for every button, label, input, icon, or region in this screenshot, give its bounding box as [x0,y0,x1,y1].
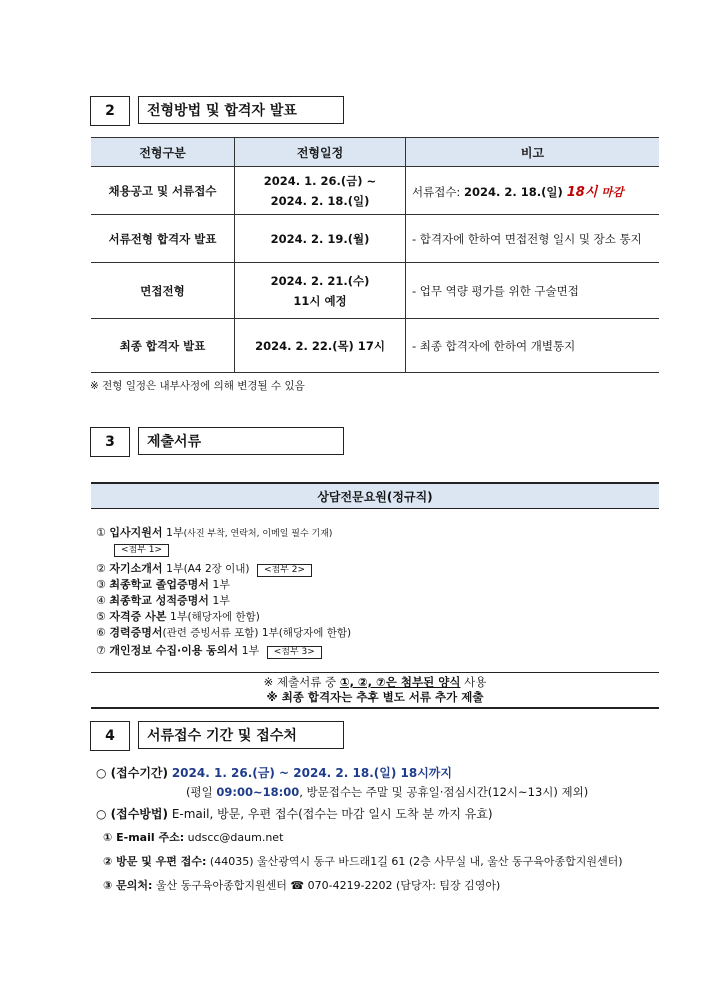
item-detail: (A4 2장 이내) [183,563,250,575]
attachment-tag: <첨부 2> [257,564,312,577]
item-number: ① [96,526,106,539]
date-line: 2024. 1. 26.(금) ~ [263,173,377,188]
item-count: 1부 [169,610,188,623]
attachment-tag: <첨부 1> [114,544,169,557]
note-text: 서류접수: [412,185,464,199]
date-cell [235,263,406,319]
item-detail: (사진 부착, 연락처, 이메일 필수 기재) [183,529,333,539]
documents-header: 상담전문요원(정규직) [91,482,659,509]
attachment-tag: <첨부 3> [267,646,322,659]
item-number: ③ [96,578,106,591]
underlined-note: ①, ②, ⑦은 첨부된 양식 [339,675,461,689]
item-count: (관련 증빙서류 포함) 1부 [162,627,279,639]
section-4-heading [90,721,344,751]
column-header: 전형구분 [91,138,235,167]
list-item [96,577,351,593]
date-line: 2024. 2. 21.(수) [270,273,370,288]
item-count: 1부 [212,594,230,607]
reception-contact: ③ 문의처: 울산 동구육아종합지원센터 ☎ 070-4219-2202 (담당자: 팀장 김영아) [103,879,501,892]
note-deadline-suffix: 마감 [597,185,624,199]
column-header: 비고 [406,138,660,167]
date-line: 11시 예정 [293,293,347,308]
item-name: 자기소개서 [109,562,163,575]
note-cell: - 업무 역량 평가를 위한 구술면접 [406,263,660,319]
item-number: ④ [96,594,106,607]
item-detail: (해당자에 한함) [278,627,352,639]
list-item [96,593,351,609]
section-title: 제출서류 [138,427,344,455]
date-cell [235,167,406,215]
table-row [91,319,659,373]
stage-cell: 면접전형 [91,263,235,319]
documents-list [96,525,351,659]
section-title: 서류접수 기간 및 접수처 [138,721,344,749]
item-number: ⑤ [96,610,106,623]
item-count: 1부 [166,526,184,539]
list-item [96,625,351,641]
table-row [91,263,659,319]
reception-email: ① E-mail 주소: udscc@daum.net [103,831,284,844]
note-line: ※ 최종 합격자는 추후 별도 서류 추가 제출 [266,690,484,704]
schedule-footnote: ※ 전형 일정은 내부사정에 의해 변경될 수 있음 [90,380,305,392]
note-line: ※ 제출서류 중 ①, ②, ⑦은 첨부된 양식 사용 [263,675,487,689]
list-item [96,643,351,659]
item-count: 1부 [166,562,184,575]
note-deadline-date: 2024. 2. 18.(일) [463,185,567,199]
schedule-table [91,137,659,373]
date-cell: 2024. 2. 22.(목) 17시 [235,319,406,373]
date-cell: 2024. 2. 19.(월) [235,215,406,263]
list-item [96,541,351,557]
reception-period: ○ (접수기간) 2024. 1. 26.(금) ~ 2024. 2. 18.(일) 18시까지 [96,766,452,780]
section-number: 3 [90,427,130,457]
item-number: ⑦ [96,644,106,657]
date-line: 2024. 2. 18.(일) [270,193,370,208]
column-header: 전형일정 [235,138,406,167]
item-name: 경력증명서 [109,626,163,639]
item-count: 1부 [212,578,230,591]
item-detail: (해당자에 한함) [187,611,260,623]
note-cell: - 최종 합격자에 한하여 개별통지 [406,319,660,373]
item-number: ② [96,562,106,575]
list-item [96,609,351,625]
table-row [91,167,659,215]
stage-cell: 서류전형 합격자 발표 [91,215,235,263]
section-2-heading [90,96,344,126]
stage-cell: 채용공고 및 서류접수 [91,167,235,215]
item-name: 입사지원서 [109,526,163,539]
note-cell: - 합격자에 한하여 면접전형 일시 및 장소 통지 [406,215,660,263]
documents-notes [91,672,659,709]
item-name: 자격증 사본 [109,610,167,623]
note-cell [406,167,660,215]
note-deadline-hour: 18시 [566,185,598,200]
reception-visit: ② 방문 및 우편 접수: (44035) 울산광역시 동구 바드래1길 61 (2층 사무실 내, 울산 동구육아종합지원센터) [103,855,623,868]
table-row [91,215,659,263]
item-name: 최종학교 졸업증명서 [109,578,209,591]
section-number: 4 [90,721,130,751]
reception-period-note: (평일 09:00~18:00, 방문접수는 주말 및 공휴일·점심시간(12시~13시) 제외) [186,785,589,799]
item-name: 개인정보 수집·이용 동의서 [109,644,239,657]
item-number: ⑥ [96,626,106,639]
section-title: 전형방법 및 합격자 발표 [138,96,344,124]
stage-cell: 최종 합격자 발표 [91,319,235,373]
section-number: 2 [90,96,130,126]
table-header-row [91,138,659,167]
section-3-heading [90,427,344,457]
item-count: 1부 [241,644,260,657]
list-item [96,525,351,541]
reception-method: ○ (접수방법) E-mail, 방문, 우편 접수(접수는 마감 일시 도착 분 까지 유효) [96,807,493,821]
list-item [96,561,351,577]
item-name: 최종학교 성적증명서 [109,594,209,607]
